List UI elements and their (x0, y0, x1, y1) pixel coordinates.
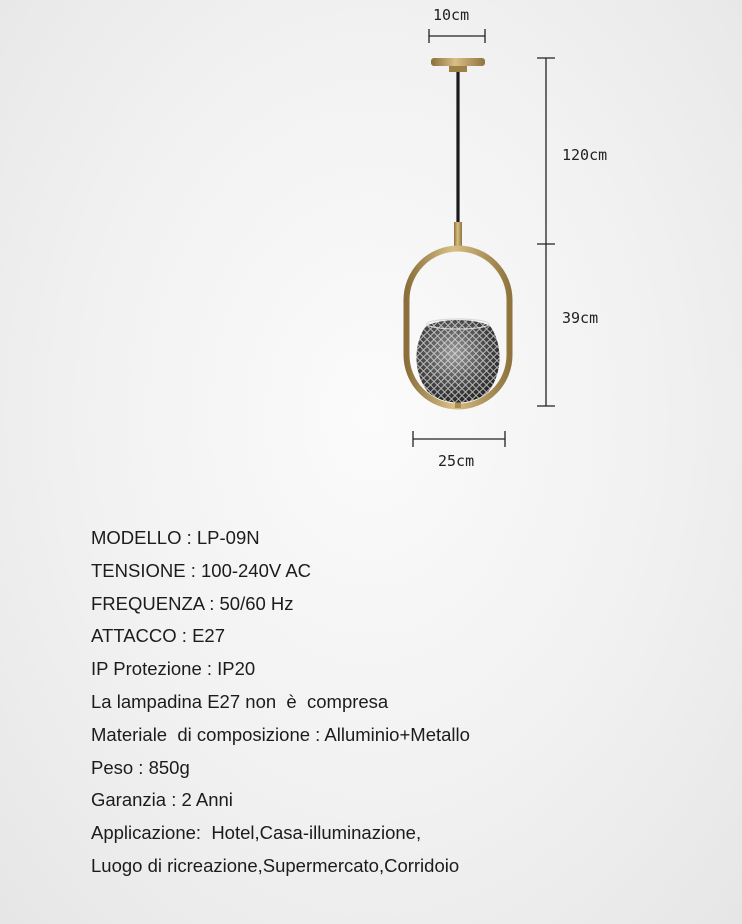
spec-weight: Peso : 850g (91, 756, 190, 778)
lamp-width-label: 25cm (438, 452, 475, 470)
cord-length-label: 120cm (562, 146, 608, 164)
pendant-lamp-illustration (407, 58, 510, 408)
ceiling-canopy (431, 58, 485, 66)
spec-application: Applicazione: Hotel,Casa-illuminazione, (91, 822, 422, 844)
spec-material: Materiale di composizione : Alluminio+Metallo (91, 723, 470, 745)
canopy-width-label: 10cm (433, 6, 470, 24)
spec-socket: ATTACCO : E27 (91, 625, 225, 647)
spec-voltage: TENSIONE : 100-240V AC (91, 559, 312, 581)
height-dimensions (537, 58, 607, 406)
spec-application-continued: Luogo di ricreazione,Supermercato,Corridoio (91, 854, 460, 876)
spec-ip-rating: IP Protezione : IP20 (91, 658, 256, 680)
spec-frequency: FREQUENZA : 50/60 Hz (91, 592, 294, 614)
spec-model: MODELLO : LP-09N (91, 527, 260, 548)
spec-warranty: Garanzia : 2 Anni (91, 789, 233, 811)
canopy-width-dimension (429, 6, 485, 43)
spec-bulb-note: La lampadina E27 non è compresa (91, 690, 389, 712)
specification-list (91, 522, 470, 883)
lamp-width-dimension (413, 431, 505, 470)
lamp-height-label: 39cm (562, 309, 599, 327)
